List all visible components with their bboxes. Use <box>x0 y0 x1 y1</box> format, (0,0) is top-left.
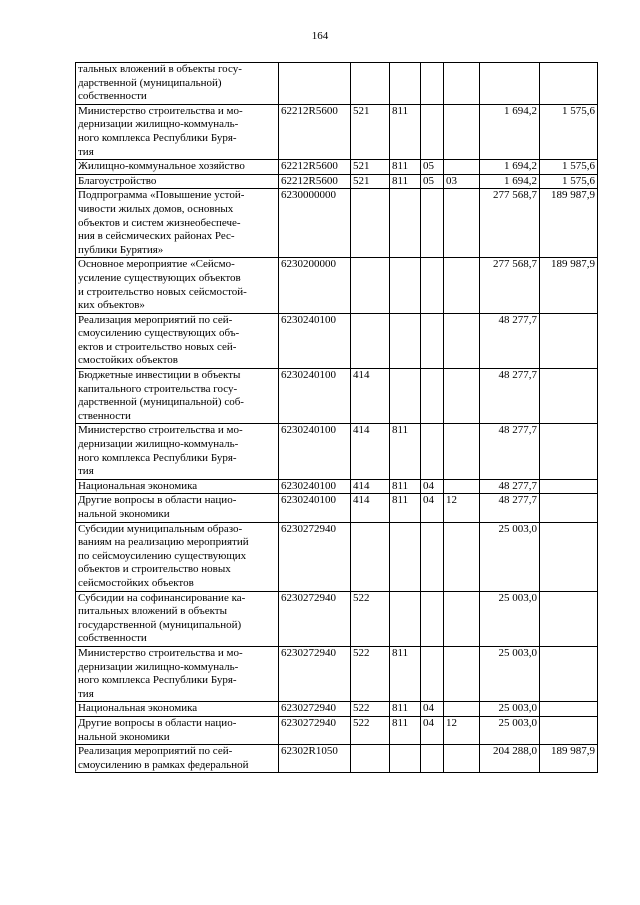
item-name-line: усиление существующих объектов <box>78 271 241 284</box>
amount-year1-cell: 25 003,0 <box>480 716 540 744</box>
table-row <box>76 189 598 258</box>
section-cell: 811 <box>390 646 421 701</box>
budget-code-cell: 6230240100 <box>279 494 351 522</box>
item-name-line: ного комплекса Республики Буря- <box>78 674 237 687</box>
item-name-line: публики Бурятия» <box>78 243 164 256</box>
budget-code-cell: 6230240100 <box>279 369 351 424</box>
subsection-cell <box>421 313 444 368</box>
subsection-cell <box>421 63 444 105</box>
subsection-cell: 04 <box>421 494 444 522</box>
subsection-cell <box>421 646 444 701</box>
subsection-cell: 05 <box>421 160 444 175</box>
table-row <box>76 313 598 368</box>
item-name-line: Министерство строительства и мо- <box>78 424 243 437</box>
item-name-line: по сейсмоусилению существующих <box>78 549 247 562</box>
table-row <box>76 369 598 424</box>
item-name-line: тия <box>78 687 94 700</box>
expense-type-cell <box>444 104 480 159</box>
item-name-cell <box>76 160 279 175</box>
item-name-cell <box>76 716 279 744</box>
expense-type-cell <box>444 63 480 105</box>
expense-type-cell <box>444 591 480 646</box>
subsection-cell <box>421 369 444 424</box>
amount-year1-cell: 204 288,0 <box>480 745 540 773</box>
item-name-line: нальной экономики <box>78 730 170 743</box>
budget-code-cell: 6230272940 <box>279 716 351 744</box>
section-cell <box>390 63 421 105</box>
amount-year2-cell: 189 987,9 <box>540 258 598 313</box>
grbs-cell: 522 <box>351 702 390 717</box>
item-name-cell <box>76 258 279 313</box>
amount-year2-cell: 1 575,6 <box>540 174 598 189</box>
amount-year1-cell: 1 694,2 <box>480 104 540 159</box>
grbs-cell: 521 <box>351 174 390 189</box>
item-name-line: ния в сейсмических районах Рес- <box>78 230 235 243</box>
item-name-line: дернизации жилищно-коммуналь- <box>78 118 239 131</box>
subsection-cell <box>421 258 444 313</box>
budget-code-cell: 62302R1050 <box>279 745 351 773</box>
amount-year2-cell <box>540 522 598 591</box>
amount-year2-cell: 1 575,6 <box>540 160 598 175</box>
item-name-line: ких объектов» <box>78 299 145 312</box>
expense-type-cell <box>444 369 480 424</box>
subsection-cell <box>421 522 444 591</box>
amount-year2-cell <box>540 702 598 717</box>
item-name-line: смостойких объектов <box>78 354 178 367</box>
item-name-line: Другие вопросы в области нацио- <box>78 494 237 507</box>
grbs-cell <box>351 258 390 313</box>
item-name-cell <box>76 745 279 773</box>
budget-code-cell: 6230000000 <box>279 189 351 258</box>
subsection-cell <box>421 424 444 479</box>
grbs-cell <box>351 313 390 368</box>
expense-type-cell <box>444 313 480 368</box>
amount-year1-cell: 48 277,7 <box>480 494 540 522</box>
subsection-cell: 04 <box>421 716 444 744</box>
subsection-cell <box>421 104 444 159</box>
item-name-cell <box>76 313 279 368</box>
amount-year2-cell <box>540 369 598 424</box>
section-cell: 811 <box>390 716 421 744</box>
table-row <box>76 479 598 494</box>
table-body <box>76 63 598 773</box>
grbs-cell: 522 <box>351 591 390 646</box>
section-cell <box>390 369 421 424</box>
amount-year1-cell: 1 694,2 <box>480 174 540 189</box>
table-row <box>76 174 598 189</box>
section-cell <box>390 745 421 773</box>
amount-year1-cell: 277 568,7 <box>480 258 540 313</box>
subsection-cell: 04 <box>421 702 444 717</box>
item-name-line: собственности <box>78 632 147 645</box>
expense-type-cell: 12 <box>444 716 480 744</box>
table-row <box>76 424 598 479</box>
item-name-line: Благоустройство <box>78 174 157 187</box>
item-name-line: ного комплекса Республики Буря- <box>78 131 237 144</box>
page-number: 164 <box>311 30 329 42</box>
table-row <box>76 104 598 159</box>
budget-code-cell: 62212R5600 <box>279 160 351 175</box>
item-name-line: ного комплекса Республики Буря- <box>78 451 237 464</box>
expense-type-cell <box>444 160 480 175</box>
amount-year1-cell: 25 003,0 <box>480 522 540 591</box>
amount-year2-cell: 189 987,9 <box>540 745 598 773</box>
item-name-line: и строительство новых сейсмостой- <box>78 285 247 298</box>
grbs-cell: 521 <box>351 104 390 159</box>
expense-type-cell <box>444 702 480 717</box>
section-cell: 811 <box>390 160 421 175</box>
item-name-line: Бюджетные инвестиции в объекты <box>78 369 241 382</box>
section-cell <box>390 522 421 591</box>
item-name-line: объектов и систем жизнеобеспече- <box>78 216 241 229</box>
item-name-line: ственности <box>78 409 131 422</box>
item-name-cell <box>76 591 279 646</box>
grbs-cell: 414 <box>351 424 390 479</box>
section-cell <box>390 313 421 368</box>
subsection-cell <box>421 189 444 258</box>
expense-type-cell <box>444 479 480 494</box>
item-name-cell <box>76 369 279 424</box>
item-name-line: Реализация мероприятий по сей- <box>78 745 233 758</box>
amount-year2-cell <box>540 591 598 646</box>
grbs-cell: 522 <box>351 646 390 701</box>
amount-year2-cell <box>540 716 598 744</box>
budget-code-cell: 6230272940 <box>279 522 351 591</box>
item-name-line: смоусилению в рамках федеральной <box>78 758 249 771</box>
grbs-cell <box>351 189 390 258</box>
grbs-cell: 522 <box>351 716 390 744</box>
item-name-line: тия <box>78 145 94 158</box>
item-name-line: смоусилению существующих объ- <box>78 327 240 340</box>
expense-type-cell <box>444 522 480 591</box>
amount-year2-cell <box>540 494 598 522</box>
section-cell: 811 <box>390 702 421 717</box>
amount-year1-cell: 48 277,7 <box>480 479 540 494</box>
expense-type-cell: 03 <box>444 174 480 189</box>
amount-year1-cell: 25 003,0 <box>480 591 540 646</box>
amount-year2-cell <box>540 424 598 479</box>
budget-code-cell: 6230240100 <box>279 313 351 368</box>
amount-year1-cell: 277 568,7 <box>480 189 540 258</box>
section-cell: 811 <box>390 104 421 159</box>
section-cell: 811 <box>390 174 421 189</box>
subsection-cell <box>421 591 444 646</box>
budget-code-cell: 6230272940 <box>279 591 351 646</box>
budget-code-cell: 6230272940 <box>279 646 351 701</box>
budget-code-cell <box>279 63 351 105</box>
item-name-cell <box>76 479 279 494</box>
grbs-cell <box>351 522 390 591</box>
expense-type-cell <box>444 258 480 313</box>
item-name-line: объектов и строительство новых <box>78 563 231 576</box>
item-name-line: Реализация мероприятий по сей- <box>78 313 233 326</box>
section-cell <box>390 189 421 258</box>
item-name-line: нальной экономики <box>78 508 170 520</box>
budget-code-cell: 6230240100 <box>279 424 351 479</box>
item-name-line: Субсидии на софинансирование ка- <box>78 591 246 604</box>
item-name-line: Субсидии муниципальным образо- <box>78 522 243 535</box>
item-name-cell <box>76 646 279 701</box>
item-name-line: Подпрограмма «Повышение устой- <box>78 189 245 202</box>
item-name-line: Министерство строительства и мо- <box>78 646 243 659</box>
item-name-cell <box>76 189 279 258</box>
budget-code-cell: 6230200000 <box>279 258 351 313</box>
table-row <box>76 522 598 591</box>
item-name-line: государственной (муниципальной) <box>78 618 242 631</box>
section-cell: 811 <box>390 424 421 479</box>
amount-year2-cell: 1 575,6 <box>540 104 598 159</box>
budget-code-cell: 62212R5600 <box>279 104 351 159</box>
grbs-cell <box>351 745 390 773</box>
item-name-line: Национальная экономика <box>78 479 198 492</box>
grbs-cell: 521 <box>351 160 390 175</box>
table-row <box>76 591 598 646</box>
amount-year2-cell <box>540 479 598 494</box>
item-name-cell <box>76 174 279 189</box>
subsection-cell: 04 <box>421 479 444 494</box>
expense-type-cell <box>444 745 480 773</box>
amount-year2-cell <box>540 646 598 701</box>
budget-code-cell: 62212R5600 <box>279 174 351 189</box>
amount-year2-cell: 189 987,9 <box>540 189 598 258</box>
grbs-cell <box>351 63 390 105</box>
grbs-cell: 414 <box>351 479 390 494</box>
table-row <box>76 745 598 773</box>
item-name-line: питальных вложений в объекты <box>78 605 227 618</box>
item-name-line: дернизации жилищно-коммуналь- <box>78 660 239 673</box>
item-name-line: тия <box>78 465 94 478</box>
budget-table <box>75 62 598 773</box>
section-cell: 811 <box>390 479 421 494</box>
table-row <box>76 258 598 313</box>
table-row <box>76 702 598 717</box>
item-name-line: сейсмостойких объектов <box>78 576 194 589</box>
section-cell <box>390 258 421 313</box>
item-name-cell <box>76 424 279 479</box>
grbs-cell: 414 <box>351 494 390 522</box>
table-row <box>76 494 598 522</box>
amount-year1-cell: 25 003,0 <box>480 646 540 701</box>
subsection-cell: 05 <box>421 174 444 189</box>
item-name-line: Основное мероприятие «Сейсмо- <box>78 258 235 271</box>
item-name-cell <box>76 104 279 159</box>
amount-year2-cell <box>540 63 598 105</box>
budget-code-cell: 6230240100 <box>279 479 351 494</box>
item-name-line: ваниям на реализацию мероприятий <box>78 536 249 549</box>
item-name-line: Жилищно-коммунальное хозяйство <box>78 160 245 173</box>
amount-year1-cell: 48 277,7 <box>480 313 540 368</box>
item-name-line: Министерство строительства и мо- <box>78 104 243 117</box>
item-name-cell <box>76 522 279 591</box>
item-name-cell <box>76 63 279 105</box>
expense-type-cell <box>444 424 480 479</box>
item-name-line: собственности <box>78 90 147 103</box>
item-name-line: дарственной (муниципальной) <box>78 76 222 89</box>
item-name-line: Национальная экономика <box>78 702 198 715</box>
amount-year1-cell: 25 003,0 <box>480 702 540 717</box>
item-name-line: Другие вопросы в области нацио- <box>78 716 237 729</box>
item-name-line: чивости жилых домов, основных <box>78 202 234 215</box>
table-row <box>76 160 598 175</box>
table-row <box>76 646 598 701</box>
amount-year2-cell <box>540 313 598 368</box>
expense-type-cell <box>444 189 480 258</box>
table-row <box>76 716 598 744</box>
item-name-line: ектов и строительство новых сей- <box>78 340 237 353</box>
subsection-cell <box>421 745 444 773</box>
expense-type-cell: 12 <box>444 494 480 522</box>
item-name-line: тальных вложений в объекты госу- <box>78 63 242 75</box>
amount-year1-cell: 48 277,7 <box>480 424 540 479</box>
grbs-cell: 414 <box>351 369 390 424</box>
item-name-line: дернизации жилищно-коммуналь- <box>78 438 239 451</box>
item-name-cell <box>76 702 279 717</box>
item-name-cell <box>76 494 279 522</box>
budget-code-cell: 6230272940 <box>279 702 351 717</box>
amount-year1-cell <box>480 63 540 105</box>
section-cell <box>390 591 421 646</box>
item-name-line: дарственной (муниципальной) соб- <box>78 396 244 409</box>
section-cell: 811 <box>390 494 421 522</box>
amount-year1-cell: 1 694,2 <box>480 160 540 175</box>
item-name-line: капитального строительства госу- <box>78 382 238 395</box>
amount-year1-cell: 48 277,7 <box>480 369 540 424</box>
table-row <box>76 63 598 105</box>
expense-type-cell <box>444 646 480 701</box>
